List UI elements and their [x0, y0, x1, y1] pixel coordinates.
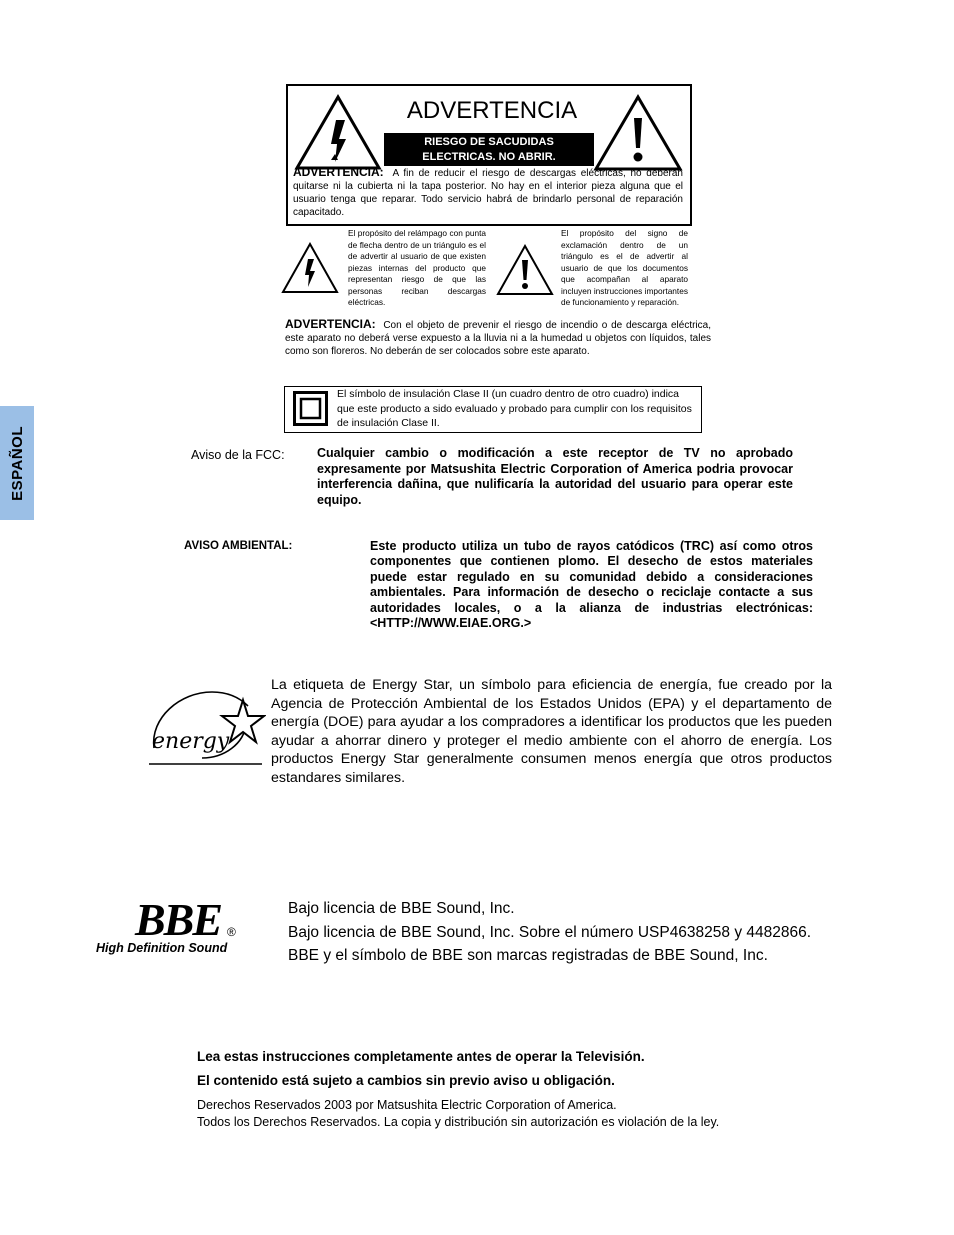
- lightning-symbol-text: El propósito del relámpago con punta de flecha dentro de un triángulo es el de advertir al usuario de que existen piezas internas del producto que representan riesgo de que las personas reciban descargas eléctricas.: [348, 228, 486, 307]
- warning-title: ADVERTENCIA: [406, 97, 578, 124]
- exclamation-warning-icon: [593, 94, 683, 172]
- shock-risk-line-2: ELECTRICAS. NO ABRIR.: [422, 151, 556, 163]
- footer-copyright-line-2: Todos los Derechos Reservados. La copia y distribución sin autorización es violación de la ley.: [197, 1115, 720, 1129]
- warning-box-text: [293, 166, 683, 219]
- warning-box: [286, 84, 692, 226]
- bbe-license-text: [288, 897, 811, 968]
- class-ii-insulation-icon: [293, 391, 328, 426]
- energy-star-logo: [146, 688, 266, 768]
- warning-box-body: A fin de reducir el riesgo de descargas eléctricas, no deberán quitarse ni la cubierta ni la tapa posterior. No hay en el interior pieza alguna que el usuario tenga que reparar. Todo servicio habrá de brindarlo personal de reparación capacitado.: [293, 168, 683, 218]
- exclamation-symbol-icon: [496, 244, 554, 296]
- fcc-text: Cualquier cambio o modificación a este receptor de TV no aprobado expresamente por Matsushita Electric Corporation of America podria provocar interferencia dañina, que nulificaría la autoridad del usuario para operar este equipo.: [317, 446, 793, 507]
- bbe-line-2: Bajo licencia de BBE Sound, Inc. Sobre el número USP4638258 y 4482866.: [288, 923, 812, 941]
- bbe-line-3: BBE y el símbolo de BBE son marcas registradas de BBE Sound, Inc.: [288, 947, 768, 964]
- exclamation-symbol-text: El propósito del signo de exclamación dentro de un triángulo es el de advertir al usuario de que los documentos que acompañan al aparato incluyen instrucciones importantes de funcionamiento y reparación.: [561, 228, 688, 307]
- shock-risk-line-1: RIESGO DE SACUDIDAS: [424, 136, 554, 148]
- language-tab-label: ESPAÑOL: [8, 425, 26, 501]
- lightning-warning-icon: [294, 94, 382, 171]
- energy-logo-word: energy: [152, 729, 230, 754]
- environmental-text: Este producto utiliza un tubo de rayos catódicos (TRC) así como otros componentes que contienen plomo. El desecho de estos materiales puede estar regulado en su comunidad debido a consideraciones ambientales. Para información de desecho o reciclaje contacte a sus autoridades locales, o a la alianza de industrias electrónicas: <HTTP://WWW.EIAE.ORG.>: [370, 539, 813, 631]
- shock-risk-banner: [384, 133, 594, 166]
- bbe-registered-mark: ®: [227, 925, 236, 939]
- footer-copyright-line-1: Derechos Reservados 2003 por Matsushita Electric Corporation of America.: [197, 1098, 617, 1112]
- class-ii-box: [284, 386, 702, 433]
- moisture-warning-lead: ADVERTENCIA:: [285, 317, 376, 331]
- class-ii-text: El símbolo de insulación Clase II (un cuadro dentro de otro cuadro) indica que este producto a sido evaluado y probado para cumplir con los requisitos de insulación Clase II.: [337, 388, 692, 429]
- footer-content-notice: El contenido está sujeto a cambios sin previo aviso u obligación.: [197, 1073, 615, 1088]
- environmental-label: AVISO AMBIENTAL:: [184, 540, 293, 552]
- footer-copyright: [197, 1097, 719, 1131]
- language-tab: [0, 406, 34, 520]
- bbe-caption: High Definition Sound: [96, 941, 228, 955]
- warning-box-lead: ADVERTENCIA:: [293, 165, 384, 179]
- bbe-logo-text: BBE: [134, 899, 222, 939]
- bbe-logo: [122, 899, 234, 939]
- lightning-symbol-icon: [281, 242, 339, 294]
- bbe-line-1: Bajo licencia de BBE Sound, Inc.: [288, 900, 515, 917]
- energy-star-text: La etiqueta de Energy Star, un símbolo para eficiencia de energía, fue creado por la Agencia de Protección Ambiental de los Estados Unidos (EPA) y el departamento de energía (DOE) para ayudar a los compradores a identificar los productos que les pueden ayudar a ahorrar dinero y proteger el medio ambiente con el ahorro de energía. Los productos Energy Star generalmente consumen menos energía que otros productos estandares similares.: [271, 677, 832, 786]
- footer-read-instructions: Lea estas instrucciones completamente antes de operar la Televisión.: [197, 1049, 645, 1064]
- moisture-warning-body: Con el objeto de prevenir el riesgo de incendio o de descarga eléctrica, este aparato no deberá verse expuesto a la lluvia ni a la humedad u objetos con líquidos, tales como son floreros. No deberán de ser colocados sobre este aparato.: [285, 320, 711, 357]
- fcc-label: Aviso de la FCC:: [191, 448, 285, 462]
- moisture-warning: [285, 318, 711, 358]
